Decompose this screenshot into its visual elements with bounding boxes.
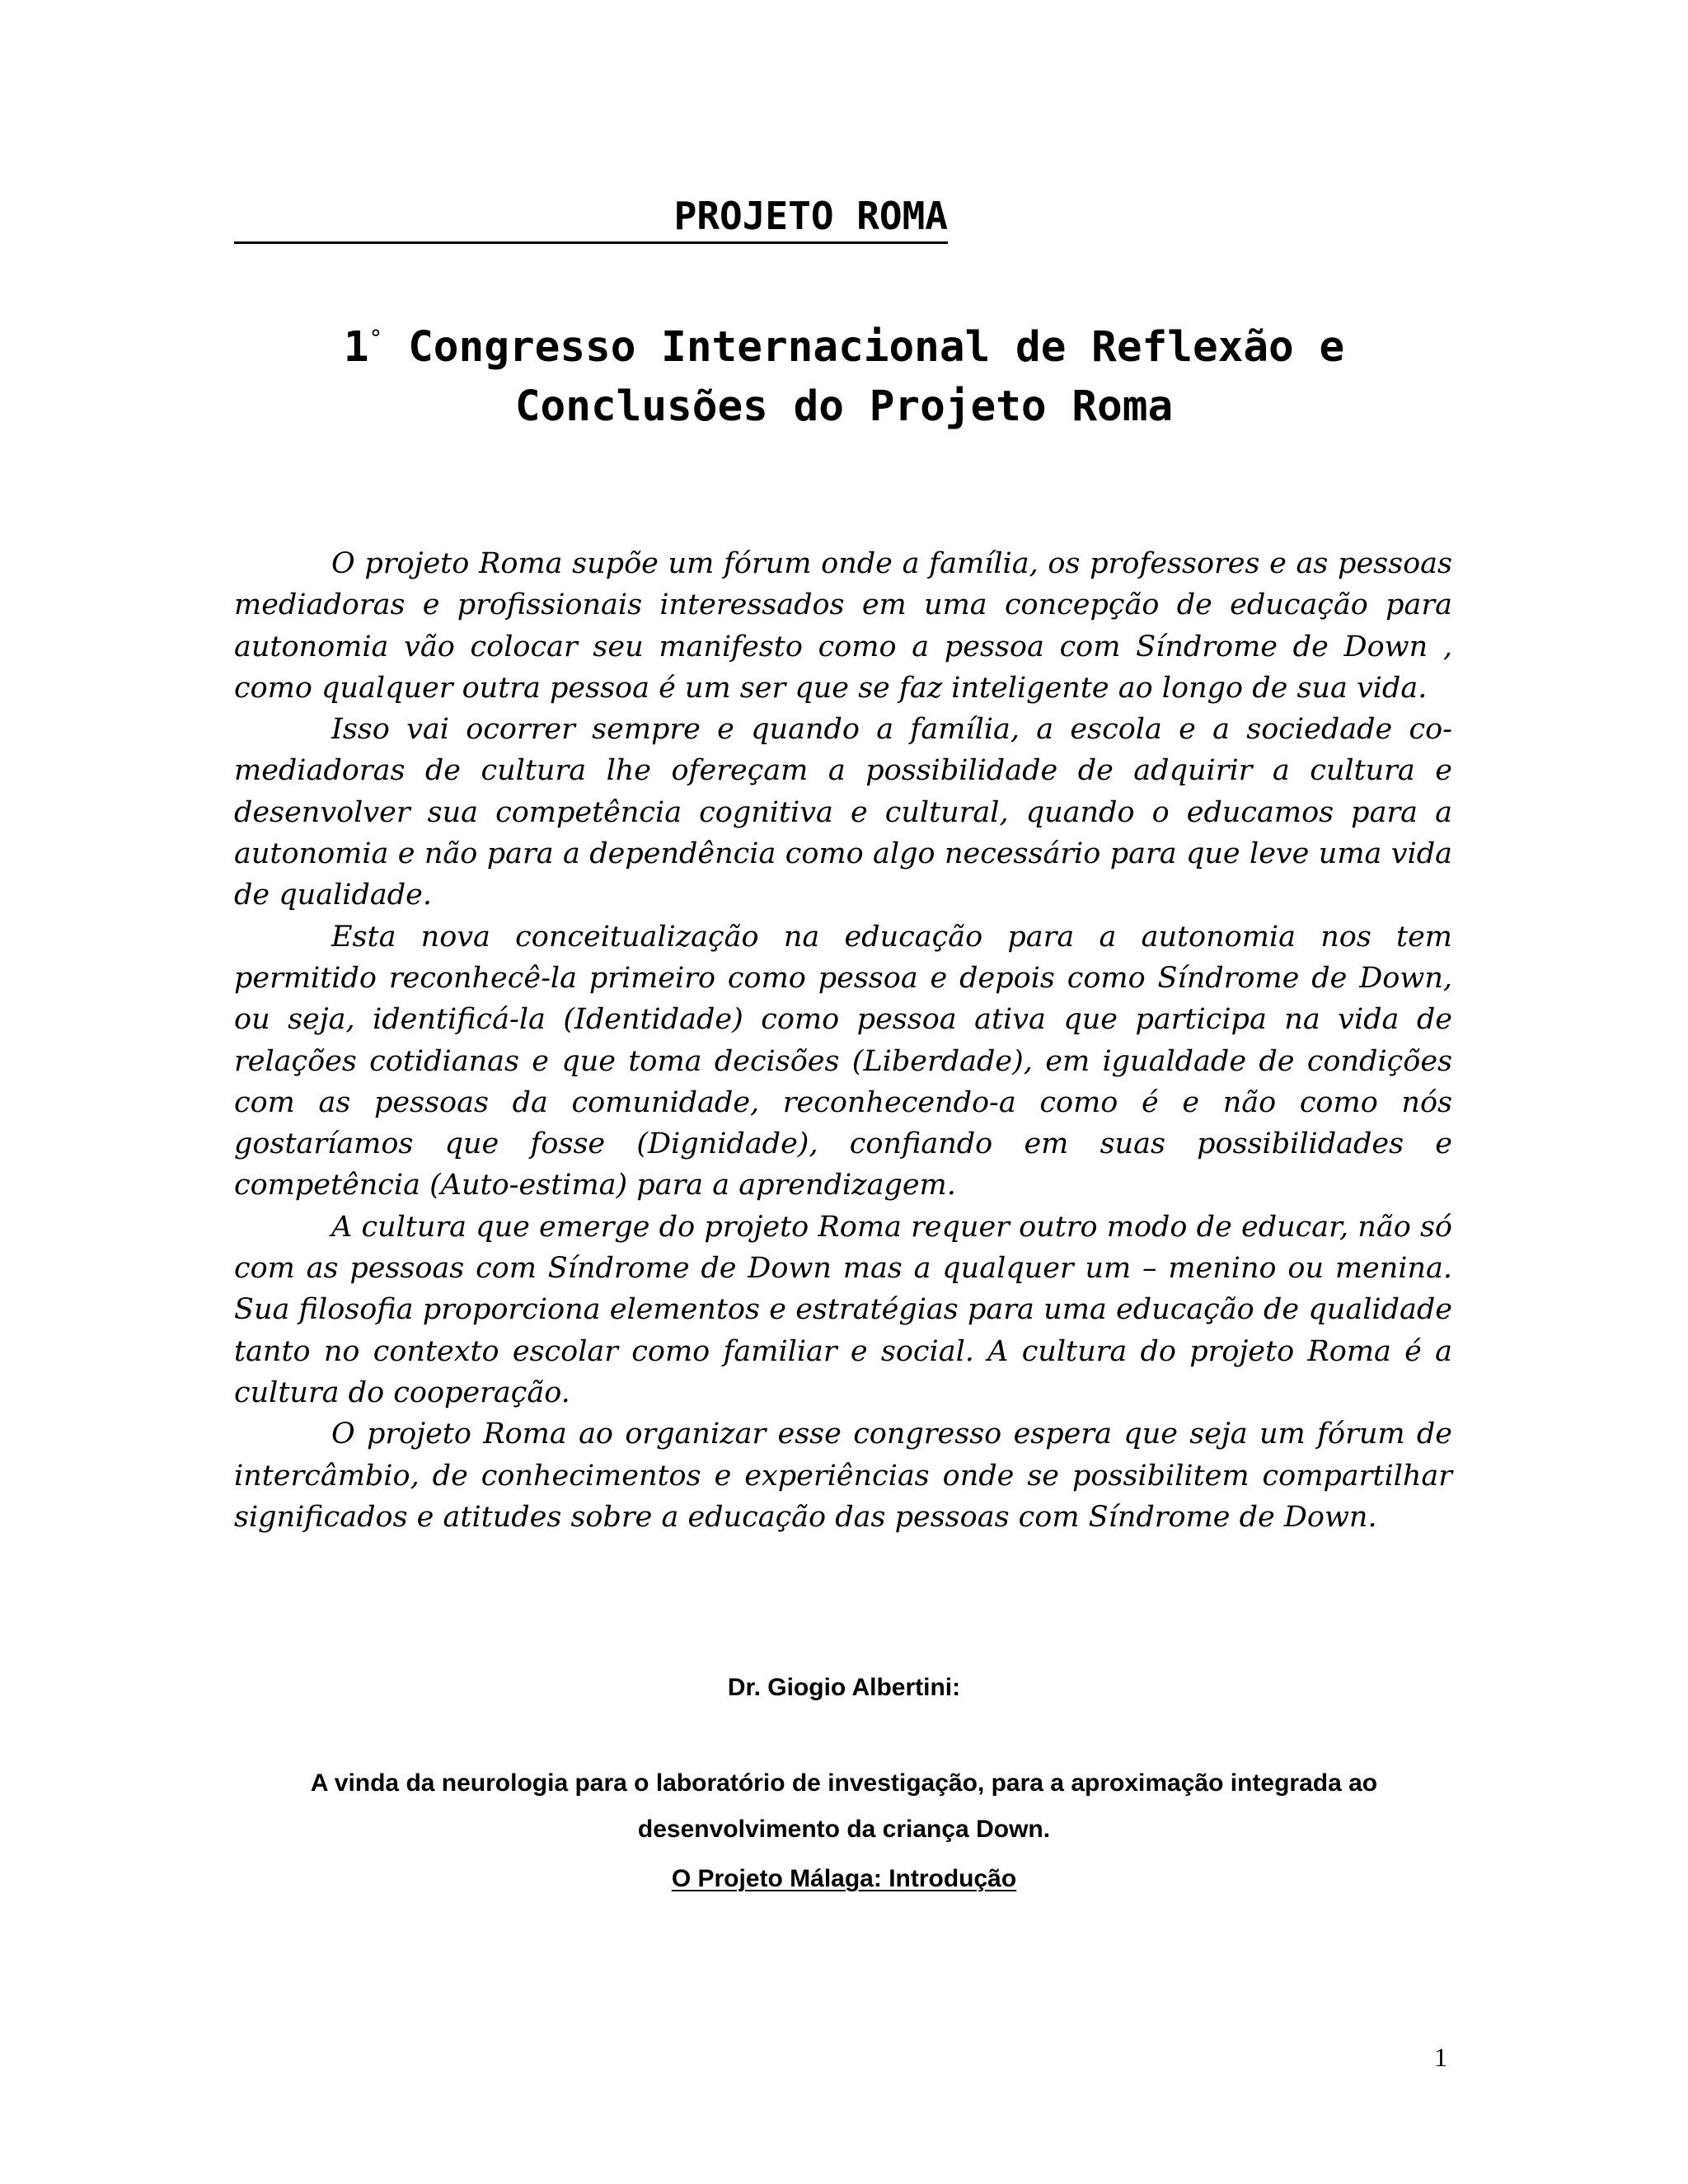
talk-title-line2: desenvolvimento da criança Down. [637, 1816, 1051, 1843]
congress-title [198, 309, 1490, 437]
paragraph: Isso vai ocorrer sempre e quando a família, a escola e a sociedade co-mediadoras de cultura lhe ofereçam a possibilidade de adquirir a cultura e desenvolver sua competência cognitiva e cultural, quando o educamos para a autonomia e não para a dependência como algo necessário para que leve uma vida de qualidade. [234, 713, 1452, 912]
body-text [234, 543, 1452, 1538]
paragraph: A cultura que emerge do projeto Roma requer outro modo de educar, não só com as pessoas com Síndrome de Down mas a qualquer um – menino ou menina. Sua filosofia proporciona elementos e estratégias para uma educação de qualidade tanto no contexto escolar como familiar e social. A cultura do projeto Roma é a cultura do cooperação. [234, 1210, 1452, 1409]
talk-title-line1: A vinda da neurologia para o laboratório de investigação, para a aproximação integrada ao [310, 1769, 1378, 1797]
section-heading [0, 1863, 1688, 1896]
page-header-title: PROJETO ROMA [673, 194, 948, 238]
congress-title-rest: Congresso Internacional de Reflexão e [382, 323, 1345, 372]
congress-title-line1 [198, 309, 1490, 377]
congress-number: 1 [343, 323, 369, 372]
paragraph: O projeto Roma supõe um fórum onde a família, os professores e as pessoas mediadoras e profissionais interessados em uma concepção de educação para autonomia vão colocar seu manifesto como a pessoa com Síndrome de Down , como qualquer outra pessoa é um ser que se faz inteligente ao longo de sua vida. [234, 547, 1452, 705]
paragraph: O projeto Roma ao organizar esse congresso espera que seja um fórum de intercâmbio, de conhecimentos e experiências onde se possibilitem compartilhar significados e atitudes sobre a educação das pessoas com Síndrome de Down. [234, 1418, 1452, 1534]
speaker-name: Dr. Giogio Albertini: [727, 1674, 961, 1701]
talk-title [214, 1760, 1474, 1853]
congress-title-line2: Conclusões do Projeto Roma [514, 382, 1174, 431]
degree-sign: ° [368, 325, 383, 352]
page-number: 1 [1434, 2042, 1447, 2072]
section-heading-text: O Projeto Málaga: Introdução [671, 1865, 1017, 1892]
paragraph: Esta nova conceitualização na educação para a autonomia nos tem permitido reconhecê-la primeiro como pessoa e depois como Síndrome de Down, ou seja, identificá-la (Identidade) como pessoa ativa que participa na vida de relações cotidianas e que toma decisões (Liberdade), em igualdade de condições com as pessoas da comunidade, reconhecendo-a como é e não como nós gostaríamos que fosse (Dignidade), confiando em suas possibilidades e competência (Auto-estima) para a aprendizagem. [234, 920, 1452, 1202]
